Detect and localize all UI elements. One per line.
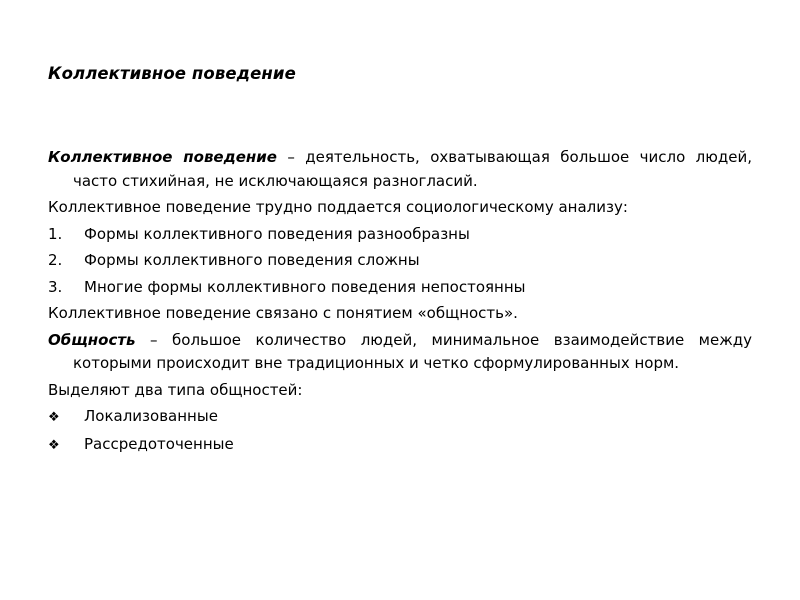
definition-term: Коллективное поведение	[48, 148, 277, 166]
list-number: 2.	[48, 251, 63, 269]
slide-title: Коллективное поведение	[48, 64, 296, 83]
bullet-text: Локализованные	[84, 407, 218, 425]
types-intro: Выделяют два типа общностей:	[48, 380, 303, 399]
list-text: Формы коллективного поведения разнообразны	[84, 224, 470, 243]
community-definition-paragraph	[48, 329, 752, 376]
list-number: 1.	[48, 224, 63, 243]
bullet-item	[48, 405, 752, 430]
definition-paragraph	[48, 146, 752, 193]
community-term: Общность	[48, 330, 136, 349]
slide-content	[48, 146, 752, 460]
diamond-bullet-icon: ❖	[48, 437, 59, 453]
list-item	[48, 249, 752, 273]
bullet-text: Рассредоточенные	[84, 434, 234, 453]
list-number: 3.	[48, 277, 63, 296]
definition-text: – деятельность, охватывающая большое число людей, часто стихийная, не исключающаяся разногласий.	[73, 148, 752, 190]
list-text: Многие формы коллективного поведения непостоянны	[84, 277, 526, 296]
list-item	[48, 223, 752, 247]
bullet-item	[48, 433, 752, 458]
community-link-paragraph: Коллективное поведение связано с понятием «общность».	[48, 304, 518, 322]
diamond-bullet-icon: ❖	[48, 410, 59, 425]
list-text: Формы коллективного поведения сложны	[84, 251, 420, 269]
community-definition-text: – большое количество людей, минимальное взаимодействие между которыми происходит вне традиционных и четко сформулированных норм.	[73, 330, 752, 372]
analysis-intro: Коллективное поведение трудно поддается социологическому анализу:	[48, 198, 628, 216]
list-item	[48, 276, 752, 300]
